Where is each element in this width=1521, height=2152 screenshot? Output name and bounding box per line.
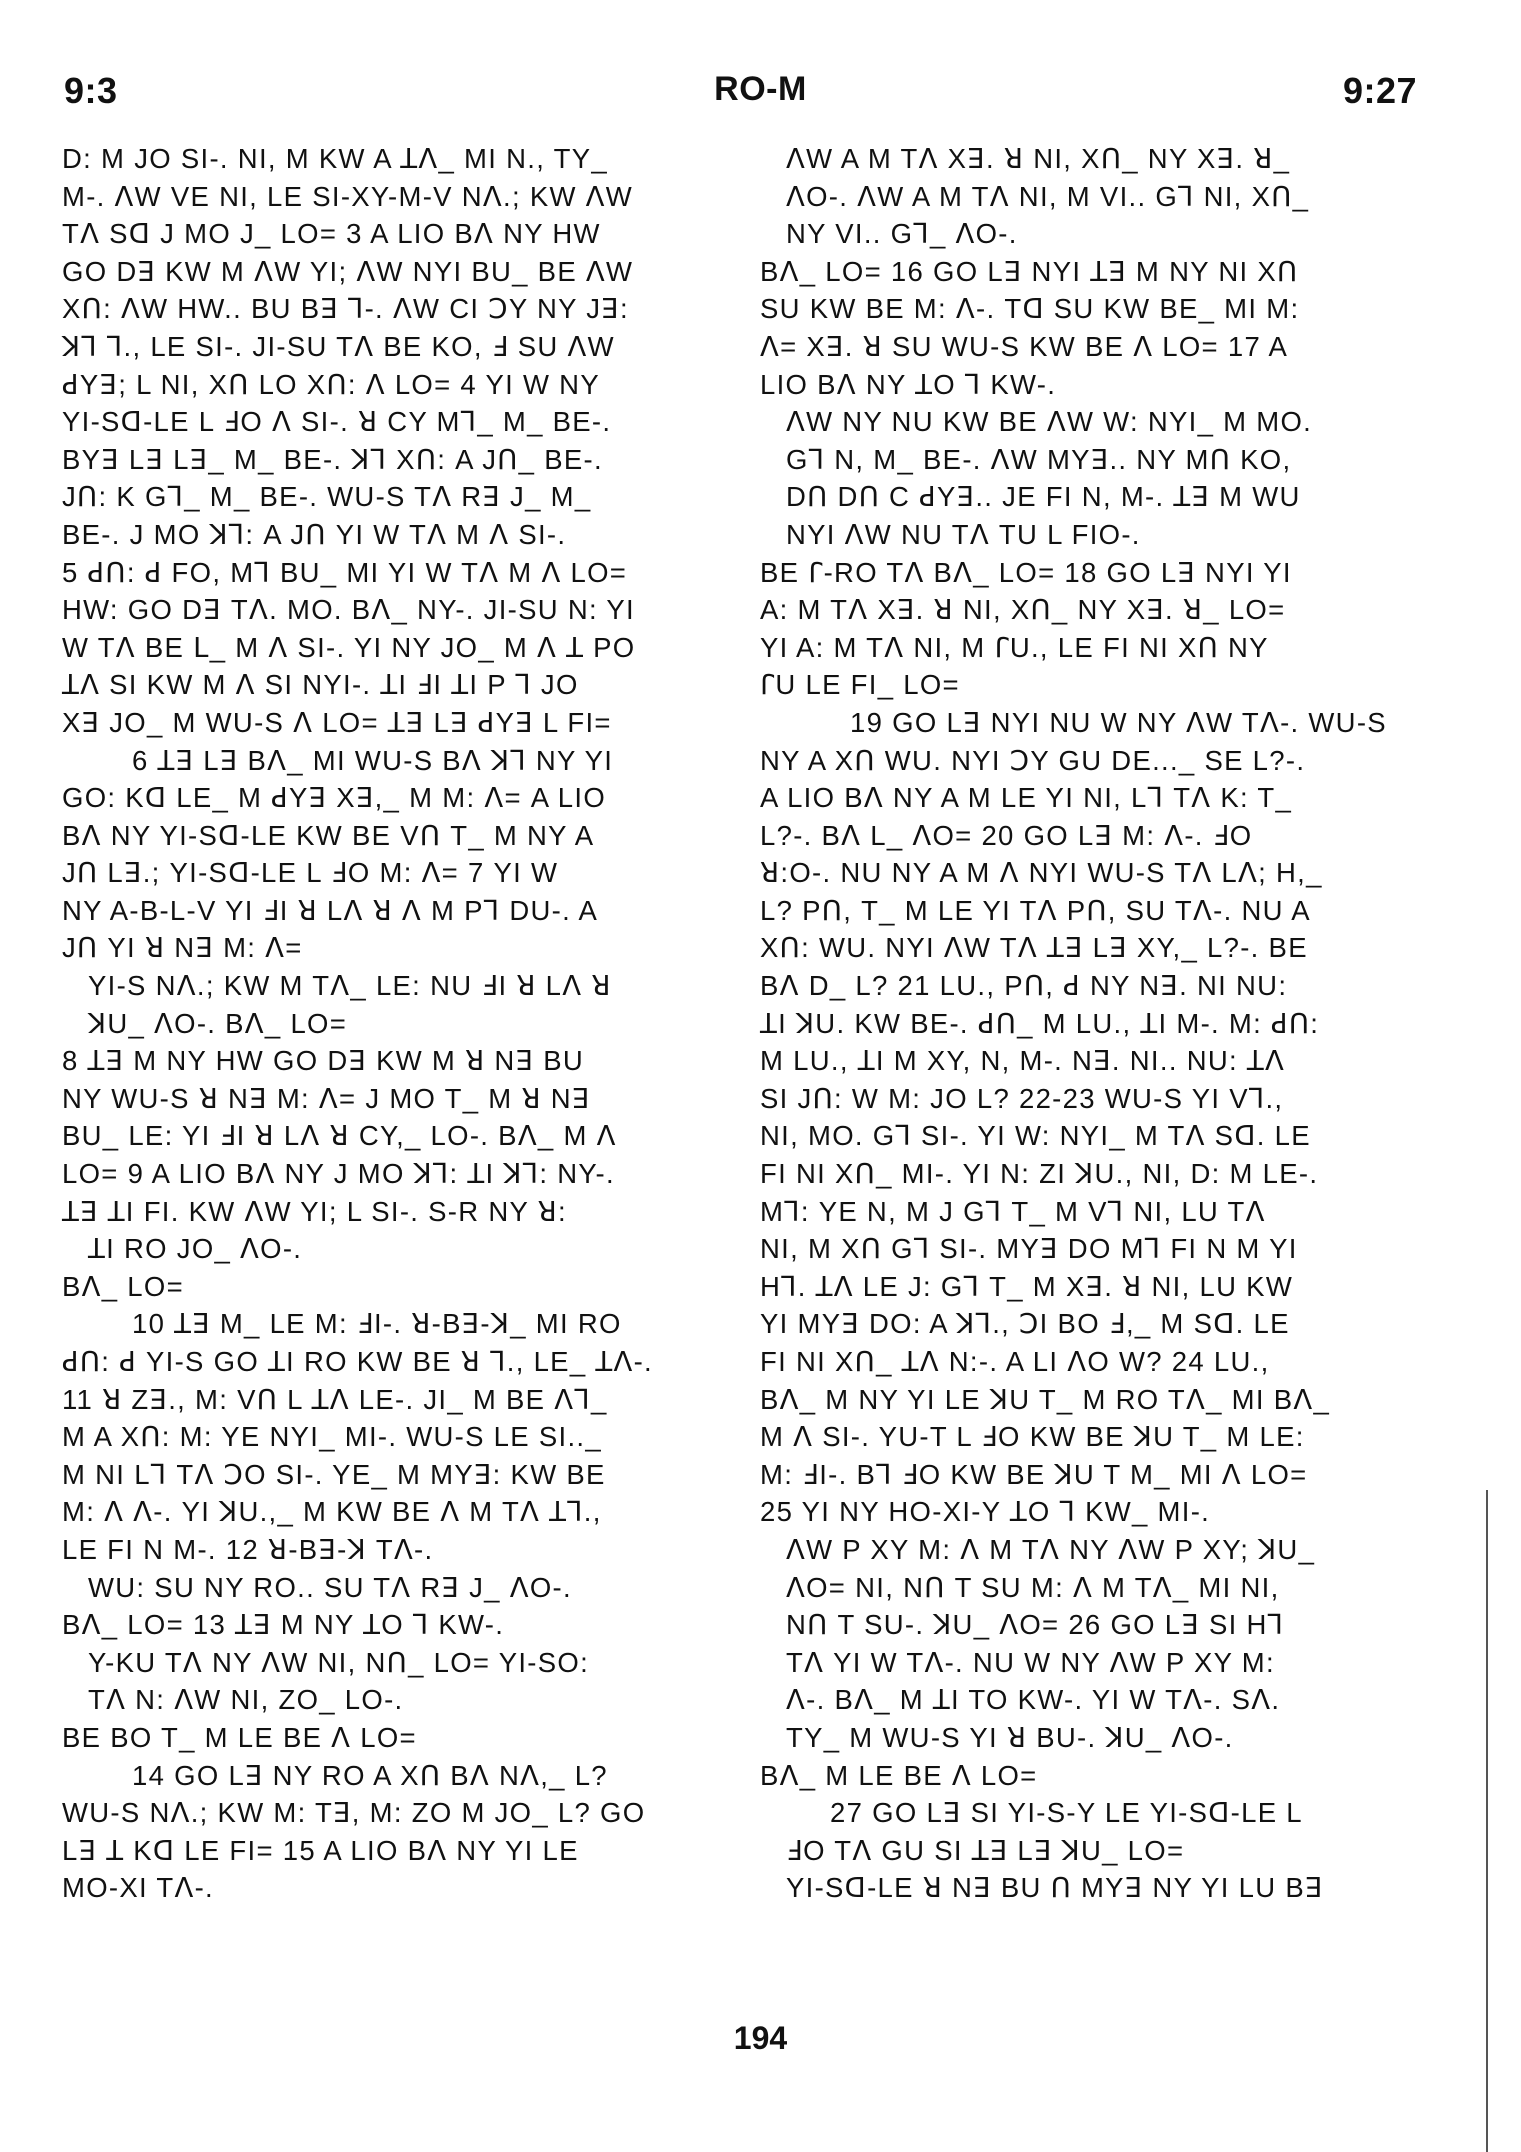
- text-line: Nꓵ T SU-. ꓘU_ ꓥO= 26 GO Lꓱ SI Hꓶ: [786, 1609, 1285, 1641]
- text-line: SI Jꓵ: W M: JO L? 22-23 WU-S YI Vꓶ.,: [760, 1082, 1284, 1114]
- text-line: 25 YI NY HO-XI-Y ꓕO ꓶ KW_ MI-.: [760, 1496, 1211, 1528]
- text-line: Gꓶ N, M_ BE-. ꓥW MYꓱ.. NY Mꓵ KO,: [786, 443, 1292, 475]
- text-line: NY VI.. Gꓶ_ ꓥO-.: [786, 218, 1018, 250]
- text-line: Bꓥ_ LO= 16 GO Lꓱ NYI ꓕꓱ M NY NI Xꓵ: [760, 255, 1299, 287]
- text-line: ꓕI ꓘU. KW BE-. ꓒꓵ_ M LU., ꓕI M-. M: ꓒꓵ:: [760, 1007, 1320, 1039]
- text-line: Bꓥ_ LO= 13 ꓕꓱ M NY ꓕO ꓶ KW-.: [62, 1609, 505, 1641]
- text-line: Xꓱ JO_ M WU-S ꓥ LO= ꓕꓱ Lꓱ ꓒYꓱ L FI=: [62, 706, 612, 738]
- header-left-reference: 9:3: [64, 70, 118, 111]
- text-line: YI-S Nꓥ.; KW M Tꓥ_ LE: NU ꓞI ꓤ Lꓥ ꓤ: [88, 970, 612, 1002]
- text-line: ꓥW NY NU KW BE ꓥW W: NYI_ M MO.: [786, 406, 1313, 438]
- text-line: YI-Sꓷ-LE L ꓞO ꓥ SI-. ꓤ CY Mꓶ_ M_ BE-.: [62, 406, 612, 438]
- text-line: Bꓥ_ M LE BE ꓥ LO=: [760, 1759, 1038, 1791]
- text-line: 27 GO Lꓱ SI YI-S-Y LE YI-Sꓷ-LE L: [830, 1797, 1303, 1829]
- text-line: Xꓵ: WU. NYI ꓥW Tꓥ ꓕꓱ Lꓱ XY,_ L?-. BE: [760, 932, 1308, 964]
- text-line: YI MYꓱ DO: A ꓘꓶ., ꓛI BO ꓞ,_ M Sꓷ. LE: [760, 1308, 1290, 1340]
- text-line: Bꓥ_ M NY YI LE ꓘU T_ M RO Tꓥ_ MI Bꓥ_: [760, 1383, 1331, 1415]
- text-line: 5 ꓒꓵ: ꓒ FO, Mꓶ BU_ MI YI W Tꓥ M ꓥ LO=: [62, 556, 628, 588]
- text-line: BYꓱ Lꓱ Lꓱ_ M_ BE-. ꓘꓶ Xꓵ: A Jꓵ_ BE-.: [62, 443, 603, 475]
- text-line: M: ꓞI-. Bꓶ ꓞO KW BE ꓘU T M_ MI ꓥ LO=: [760, 1458, 1308, 1490]
- text-line: ꓕꓥ SI KW M ꓥ SI NYI-. ꓕI ꓞI ꓕI P ꓶ JO: [62, 669, 579, 701]
- text-line: L? Pꓵ, T_ M LE YI Tꓥ Pꓵ, SU Tꓥ-. NU A: [760, 894, 1311, 926]
- page-number: 194: [733, 2020, 788, 2056]
- text-line: M-. ꓥW VE NI, LE SI-XY-M-V Nꓥ.; KW ꓥW: [62, 180, 634, 212]
- text-line: ꓞO Tꓥ GU SI ꓕꓱ Lꓱ ꓘU_ LO=: [786, 1834, 1185, 1866]
- text-line: ꓤ:O-. NU NY A M ꓥ NYI WU-S Tꓥ Lꓥ; H,_: [760, 857, 1323, 889]
- right-text-column: [760, 140, 1425, 1907]
- text-line: A: M Tꓥ Xꓱ. ꓤ NI, Xꓵ_ NY Xꓱ. ꓤ_ LO=: [760, 594, 1286, 626]
- text-line: Jꓵ: K Gꓶ_ M_ BE-. WU-S Tꓥ Rꓱ J_ M_: [62, 481, 592, 513]
- text-line: ꓥ-. Bꓥ_ M ꓕI TO KW-. YI W Tꓥ-. Sꓥ.: [786, 1684, 1281, 1716]
- text-line: LO= 9 A LIO Bꓥ NY J MO ꓘꓶ: ꓕI ꓘꓶ: NY-.: [62, 1158, 615, 1190]
- text-line: Tꓥ N: ꓥW NI, ZO_ LO-.: [88, 1684, 404, 1716]
- text-line: ꓘꓶ ꓶ., LE SI-. JI-SU Tꓥ BE KO, ꓞ SU ꓥW: [62, 330, 615, 362]
- text-line: NY WU-S ꓤ Nꓱ M: ꓥ= J MO T_ M ꓤ Nꓱ: [62, 1082, 591, 1114]
- text-line: 19 GO Lꓱ NYI NU W NY ꓥW Tꓥ-. WU-S: [850, 706, 1387, 738]
- text-line: GO: Kꓷ LE_ M ꓒYꓱ Xꓱ,_ M M: ꓥ= A LIO: [62, 782, 607, 814]
- text-line: NI, M Xꓵ Gꓶ SI-. MYꓱ DO Mꓶ FI N M YI: [760, 1233, 1298, 1265]
- text-line: BU_ LE: YI ꓞI ꓤ Lꓥ ꓤ CY,_ LO-. Bꓥ_ M ꓥ: [62, 1120, 617, 1152]
- text-line: BE ꓩ-RO Tꓥ Bꓥ_ LO= 18 GO Lꓱ NYI YI: [760, 556, 1292, 588]
- text-line: WU: SU NY RO.. SU Tꓥ Rꓱ J_ ꓥO-.: [88, 1571, 572, 1603]
- text-line: NY A-B-L-V YI ꓞI ꓤ Lꓥ ꓤ ꓥ M Pꓶ DU-. A: [62, 894, 599, 926]
- text-line: HW: GO Dꓱ Tꓥ. MO. Bꓥ_ NY-. JI-SU N: YI: [62, 594, 635, 626]
- text-line: M: ꓥ ꓥ-. YI ꓘU.,_ M KW BE ꓥ M Tꓥ ꓕꓶ.,: [62, 1496, 602, 1528]
- text-line: WU-S Nꓥ.; KW M: Tꓱ, M: ZO M JO_ L? GO: [62, 1797, 646, 1829]
- text-line: BE-. J MO ꓘꓶ: A Jꓵ YI W Tꓥ M ꓥ SI-.: [62, 518, 567, 550]
- text-line: 14 GO Lꓱ NY RO A Xꓵ Bꓥ Nꓥ,_ L?: [132, 1759, 608, 1791]
- text-line: TY_ M WU-S YI ꓤ BU-. ꓘU_ ꓥO-.: [786, 1721, 1234, 1753]
- text-line: Xꓵ: ꓥW HW.. BU Bꓱ ꓶ-. ꓥW CI ꓛY NY Jꓱ:: [62, 293, 629, 325]
- text-line: ꓕꓱ ꓕI FI. KW ꓥW YI; L SI-. S-R NY ꓤ:: [62, 1195, 567, 1227]
- text-line: ꓥ= Xꓱ. ꓤ SU WU-S KW BE ꓥ LO= 17 A: [760, 330, 1289, 362]
- text-line: D: M JO SI-. NI, M KW A ꓕꓥ_ MI N., TY_: [62, 143, 608, 174]
- text-line: 11 ꓤ Zꓱ., M: Vꓵ L ꓕꓥ LE-. JI_ M BE ꓥꓶ_: [62, 1383, 608, 1415]
- page-edge-line: [1486, 1490, 1488, 2152]
- text-line: YI A: M Tꓥ NI, M ꓩU., LE FI NI Xꓵ NY: [760, 631, 1269, 663]
- text-line: GO Dꓱ KW M ꓥW YI; ꓥW NYI BU_ BE ꓥW: [62, 255, 634, 287]
- text-line: Jꓵ Lꓱ.; YI-Sꓷ-LE L ꓞO M: ꓥ= 7 YI W: [62, 857, 559, 889]
- text-line: ꓩU LE FI_ LO=: [760, 669, 960, 701]
- text-line: LE FI N M-. 12 ꓤ-Bꓱ-ꓘ Tꓥ-.: [62, 1533, 434, 1565]
- text-line: L?-. Bꓥ L_ ꓥO= 20 GO Lꓱ M: ꓥ-. ꓞO: [760, 819, 1253, 851]
- text-line: ꓒꓵ: ꓒ YI-S GO ꓕI RO KW BE ꓤ ꓶ., LE_ ꓕꓥ-.: [62, 1346, 653, 1377]
- text-line: Y-KU Tꓥ NY ꓥW NI, Nꓵ_ LO= YI-SO:: [88, 1646, 590, 1678]
- left-text-column: [62, 140, 722, 1907]
- text-line: ꓒYꓱ; L NI, Xꓵ LO Xꓵ: ꓥ LO= 4 YI W NY: [62, 368, 600, 400]
- text-line: YI-Sꓷ-LE ꓤ Nꓱ BU ꓵ MYꓱ NY YI LU Bꓱ: [786, 1872, 1324, 1904]
- text-line: ꓘU_ ꓥO-. Bꓥ_ LO=: [88, 1007, 348, 1039]
- text-line: A LIO Bꓥ NY A M LE YI NI, Lꓶ Tꓥ K: T_: [760, 782, 1293, 814]
- text-line: ꓥW P XY M: ꓥ M Tꓥ NY ꓥW P XY; ꓘU_: [786, 1533, 1316, 1565]
- text-line: M LU., ꓕI M XY, N, M-. Nꓱ. NI.. NU: ꓕꓥ: [760, 1045, 1286, 1077]
- text-line: FI NI Xꓵ_ MI-. YI N: ZI ꓘU., NI, D: M LE-.: [760, 1158, 1319, 1190]
- text-line: ꓥO= NI, Nꓵ T SU M: ꓥ M Tꓥ_ MI NI,: [786, 1571, 1280, 1603]
- text-line: ꓕI RO JO_ ꓥO-.: [88, 1233, 303, 1265]
- text-line: FI NI Xꓵ_ ꓕꓥ N:-. A LI ꓥO W? 24 LU.,: [760, 1346, 1270, 1377]
- text-line: ꓥW A M Tꓥ Xꓱ. ꓤ NI, Xꓵ_ NY Xꓱ. ꓤ_: [786, 143, 1291, 174]
- text-line: Lꓱ ꓕ Kꓷ LE FI= 15 A LIO Bꓥ NY YI LE: [62, 1834, 579, 1866]
- text-line: Tꓥ Sꓷ J MO J_ LO= 3 A LIO Bꓥ NY HW: [62, 218, 601, 250]
- text-line: M ꓥ SI-. YU-T L ꓞO KW BE ꓘU T_ M LE:: [760, 1421, 1305, 1453]
- text-line: ꓥO-. ꓥW A M Tꓥ NI, M VI.. Gꓶ NI, Xꓵ_: [786, 180, 1310, 212]
- text-line: LIO Bꓥ NY ꓕO ꓶ KW-.: [760, 368, 1057, 400]
- text-line: Hꓶ. ꓕꓥ LE J: Gꓶ T_ M Xꓱ. ꓤ NI, LU KW: [760, 1270, 1294, 1302]
- text-line: Bꓥ D_ L? 21 LU., Pꓵ, ꓒ NY Nꓱ. NI NU:: [760, 970, 1288, 1002]
- text-line: Jꓵ YI ꓤ Nꓱ M: ꓥ=: [62, 932, 303, 964]
- text-line: M A Xꓵ: M: YE NYI_ MI-. WU-S LE SI.._: [62, 1421, 602, 1453]
- header-book-title: RO-M: [714, 70, 807, 108]
- text-line: M NI Lꓶ Tꓥ ꓛO SI-. YE_ M MYꓱ: KW BE: [62, 1458, 606, 1490]
- text-line: 8 ꓕꓱ M NY HW GO Dꓱ KW M ꓤ Nꓱ BU: [62, 1045, 585, 1077]
- text-line: BE BO T_ M LE BE ꓥ LO=: [62, 1721, 417, 1753]
- text-line: Tꓥ YI W Tꓥ-. NU W NY ꓥW P XY M:: [786, 1646, 1275, 1678]
- text-line: Dꓵ Dꓵ C ꓒYꓱ.. JE FI N, M-. ꓕꓱ M WU: [786, 481, 1301, 513]
- header-right-reference: 9:27: [1342, 70, 1417, 111]
- text-line: 10 ꓕꓱ M_ LE M: ꓞI-. ꓤ-Bꓱ-ꓘ_ MI RO: [132, 1308, 622, 1340]
- text-line: NY A Xꓵ WU. NYI ꓛY GU DE..._ SE L?-.: [760, 744, 1306, 776]
- text-line: W Tꓥ BE ꓡ_ M ꓥ SI-. YI NY JO_ M ꓥ ꓕ PO: [62, 631, 636, 663]
- text-line: 6 ꓕꓱ Lꓱ Bꓥ_ MI WU-S Bꓥ ꓘꓶ NY YI: [132, 744, 614, 776]
- text-line: NI, MO. Gꓶ SI-. YI W: NYI_ M Tꓥ Sꓷ. LE: [760, 1120, 1311, 1152]
- text-line: Mꓶ: YE N, M J Gꓶ T_ M Vꓶ NI, LU Tꓥ: [760, 1195, 1266, 1227]
- text-line: Bꓥ_ LO=: [62, 1270, 184, 1302]
- text-line: Bꓥ NY YI-Sꓷ-LE KW BE Vꓵ T_ M NY A: [62, 819, 595, 851]
- text-line: SU KW BE M: ꓥ-. Tꓷ SU KW BE_ MI M:: [760, 293, 1300, 325]
- text-line: MO-XI Tꓥ-.: [62, 1872, 214, 1904]
- text-line: NYI ꓥW NU Tꓥ TU L FIO-.: [786, 518, 1141, 550]
